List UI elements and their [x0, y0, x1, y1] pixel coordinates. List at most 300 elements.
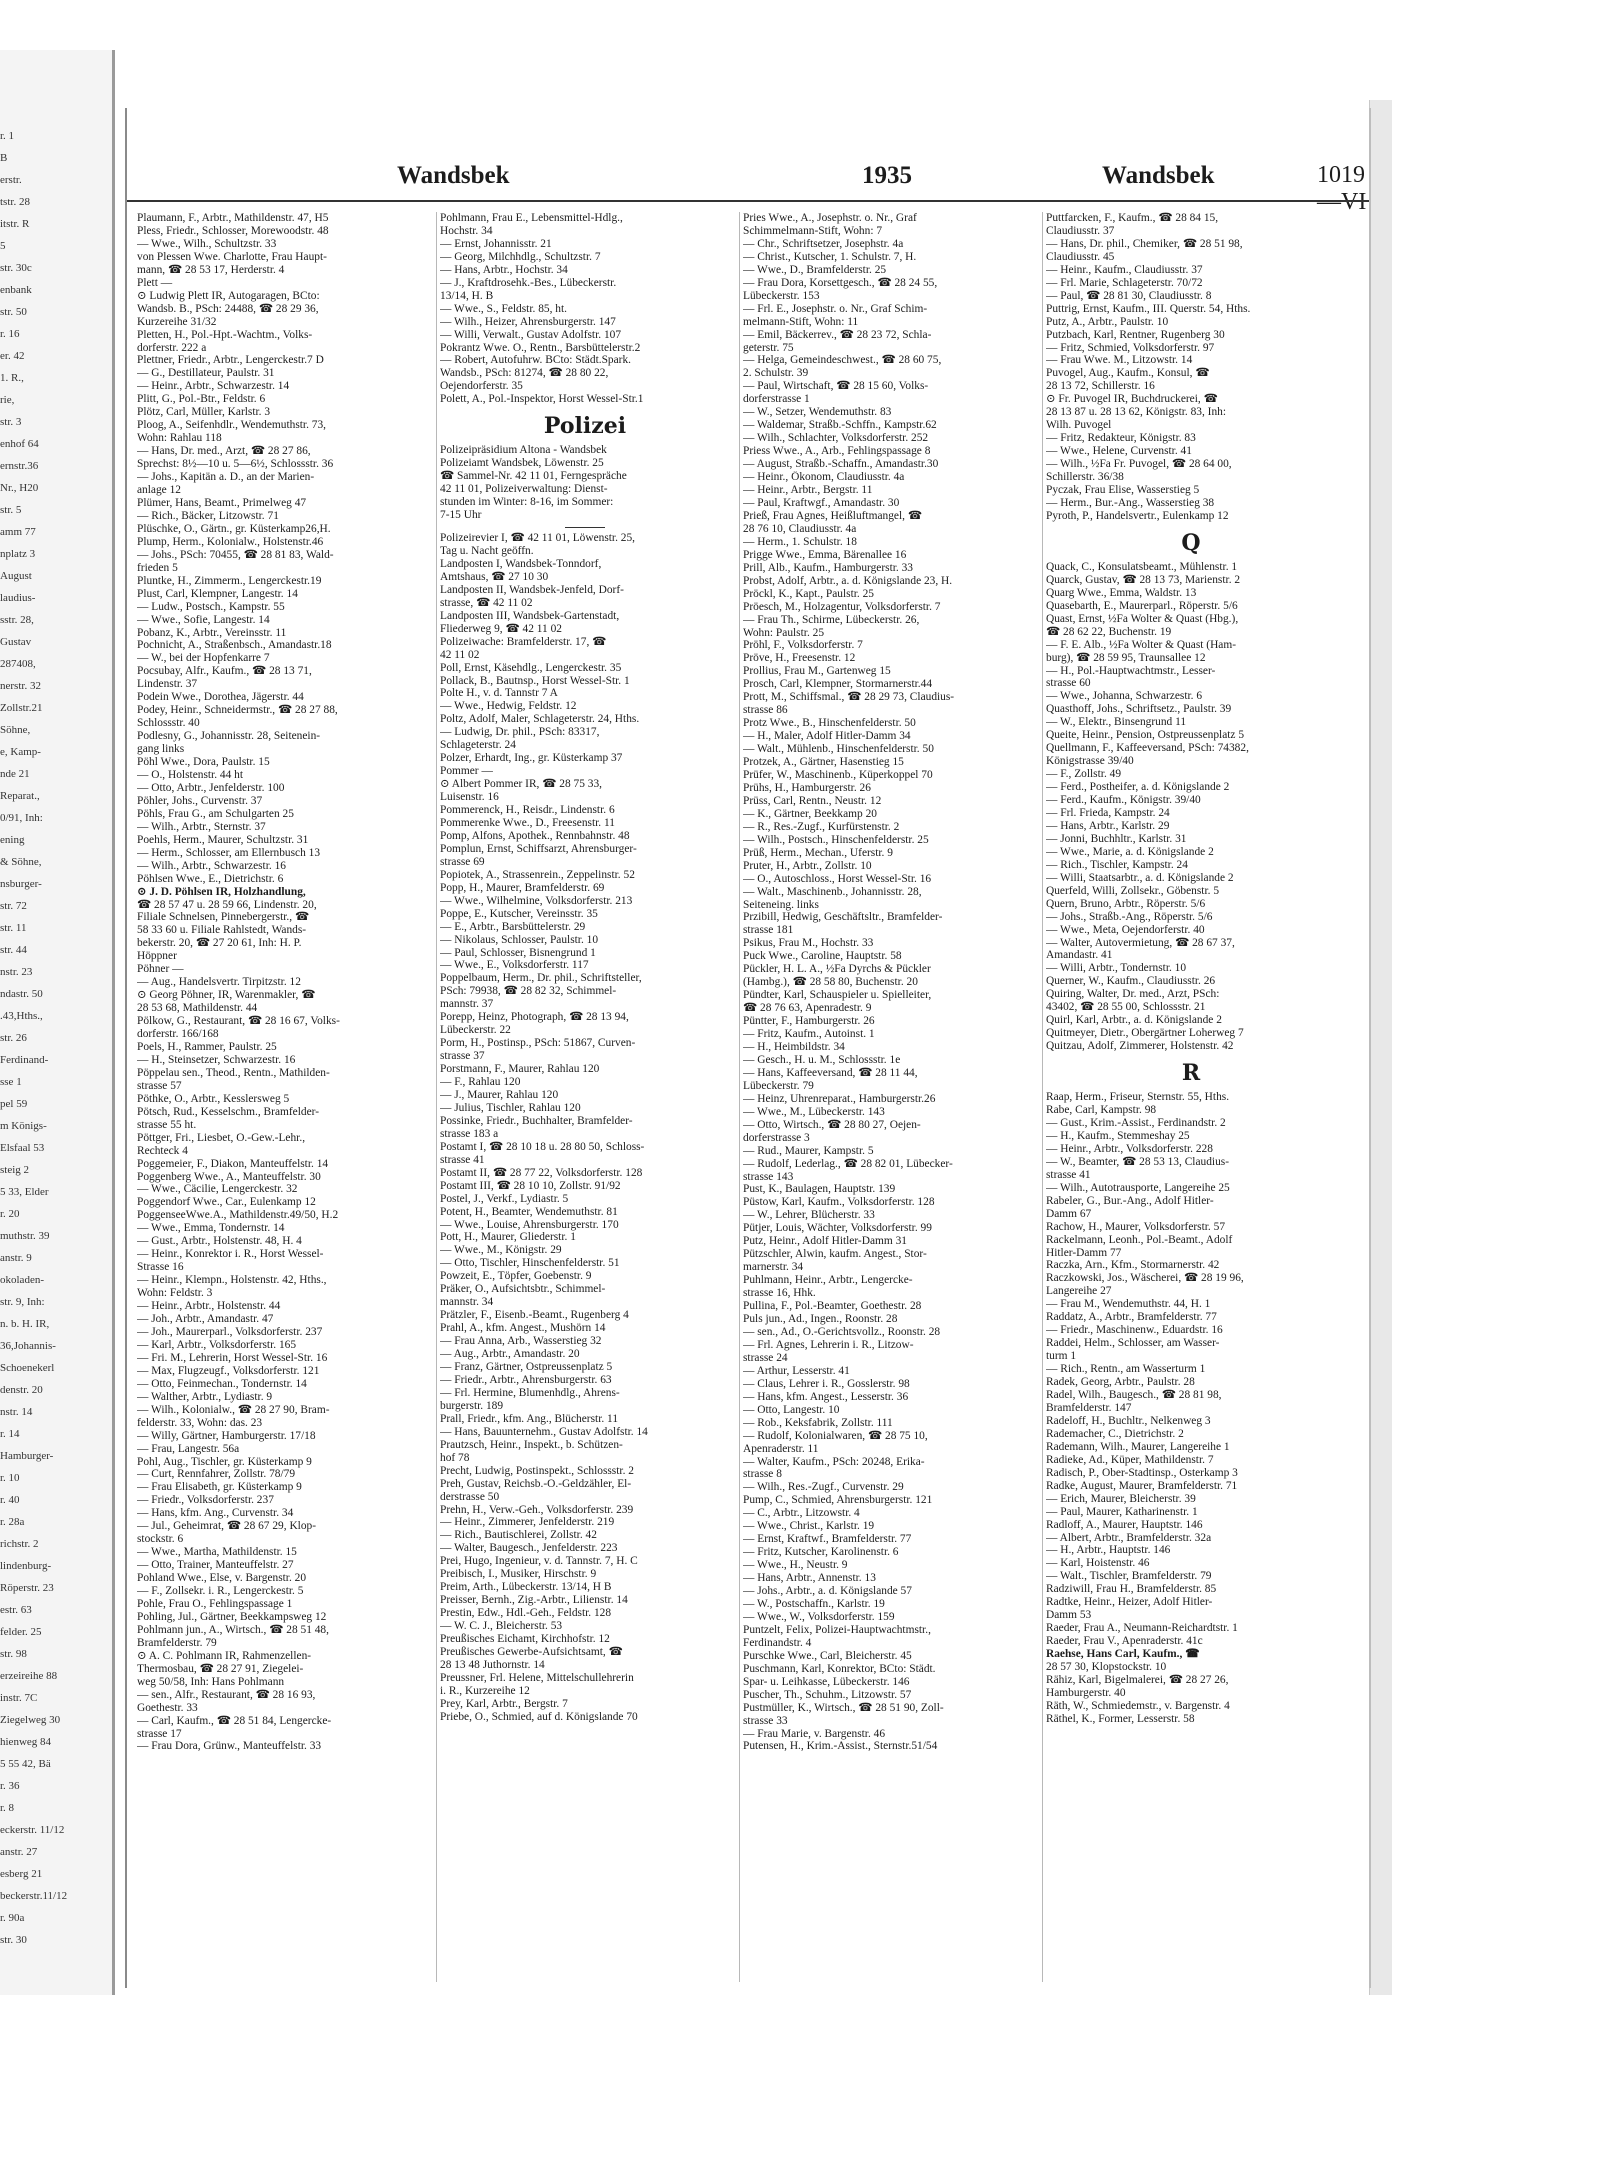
directory-entry: Goethestr. 33	[137, 1701, 198, 1714]
directory-entry: — Willi, Staatsarbtr., a. d. Königslande 2	[1046, 871, 1234, 884]
directory-entry: Prahl, A., kfm. Angest., Mushörn 14	[440, 1322, 606, 1335]
gutter-fragment: str. 98	[0, 1648, 27, 1660]
directory-entry: — Frl. Marie, Schlageterstr. 70/72	[1046, 276, 1203, 289]
directory-entry: Pustmüller, K., Wirtsch., ☎ 28 51 90, Zoll-	[743, 1701, 944, 1714]
directory-entry: — Wwe., S., Feldstr. 85, ht.	[440, 302, 567, 315]
directory-entry: — Walt., Maschinenb., Johannisstr. 28,	[743, 885, 922, 898]
directory-entry: Postamt II, ☎ 28 77 22, Volksdorferstr. 128	[440, 1166, 643, 1179]
gutter-fragment: muthstr. 39	[0, 1230, 50, 1242]
directory-entry: — Jonni, Buchhltr., Karlstr. 31	[1046, 832, 1187, 845]
directory-entry: — Heinr., Arbtr., Holstenstr. 44	[137, 1300, 281, 1313]
directory-entry: strasse 55 ht.	[137, 1118, 197, 1131]
directory-entry: Poehls, Herm., Maurer, Schultzstr. 31	[137, 833, 309, 846]
directory-entry: Polizeipräsidium Altona - Wandsbek	[440, 444, 607, 457]
directory-entry: Amtshaus, ☎ 27 10 30	[440, 570, 549, 583]
directory-entry: Rachow, H., Maurer, Volksdorferstr. 57	[1046, 1220, 1226, 1233]
directory-entry: Plett —	[137, 276, 173, 289]
directory-entry: Pröesch, M., Holzagentur, Volksdorferstr. 7	[743, 600, 941, 613]
directory-entry: Polett, A., Pol.-Inspektor, Horst Wessel-Str.1	[440, 393, 644, 406]
directory-entry: geterstr. 75	[743, 341, 794, 354]
directory-entry: — O., Holstenstr. 44 ht	[137, 768, 243, 781]
directory-entry: — Hans, kfm. Angest., Lesserstr. 36	[743, 1390, 909, 1403]
directory-entry: Preh, Gustav, Reichsb.-O.-Geldzähler, El-	[440, 1477, 632, 1490]
directory-entry: — Fritz, Schmied, Volksdorferstr. 97	[1046, 341, 1215, 354]
directory-entry: — Ludw., Postsch., Kampstr. 55	[137, 600, 285, 613]
directory-entry: Schillerstr. 36/38	[1046, 471, 1124, 484]
directory-entry: Schimmelmann-Stift, Wohn: 7	[743, 224, 883, 237]
directory-entry: Raddatz, A., Arbtr., Bramfelderstr. 77	[1046, 1311, 1217, 1324]
directory-entry: turm 1	[1046, 1350, 1077, 1363]
directory-entry: Prigge Wwe., Emma, Bärenallee 16	[743, 548, 907, 561]
column-3	[743, 212, 1033, 1982]
directory-entry: Pöppelau sen., Theod., Rentn., Mathilden-	[137, 1066, 330, 1079]
gutter-fragment: amm 77	[0, 526, 36, 538]
directory-entry: Damm 67	[1046, 1207, 1092, 1220]
section-heading: Q	[1181, 529, 1201, 556]
directory-entry: — Arthur, Lesserstr. 41	[743, 1364, 850, 1377]
directory-entry: burgerstr. 189	[440, 1399, 504, 1412]
directory-entry: Radziwill, Frau H., Bramfelderstr. 85	[1046, 1583, 1217, 1596]
header-year: 1935	[862, 162, 912, 189]
directory-columns	[137, 212, 1362, 1982]
directory-entry: — Albert, Arbtr., Bramfelderstr. 32a	[1046, 1531, 1212, 1544]
gutter-fragment: nstr. 14	[0, 1406, 33, 1418]
directory-entry: Poggenberg Wwe., A., Manteuffelstr. 30	[137, 1170, 321, 1183]
directory-entry: Porm, H., Postinsp., PSch: 51867, Curven-	[440, 1037, 636, 1050]
directory-entry: Radisch, P., Ober-Stadtinsp., Osterkamp 3	[1046, 1466, 1238, 1479]
directory-entry: Prüss, Carl, Rentn., Neustr. 12	[743, 794, 882, 807]
gutter-fragment: er. 42	[0, 350, 25, 362]
directory-entry: — Wwe., W., Volksdorferstr. 159	[743, 1610, 895, 1623]
directory-entry: — Paul, Kraftwgf., Amandastr. 30	[743, 496, 900, 509]
directory-entry: ⊙ A. C. Pohlmann IR, Rahmenzellen-	[137, 1649, 312, 1662]
gutter-fragment: anstr. 9	[0, 1252, 32, 1264]
directory-entry: strasse 37	[440, 1050, 485, 1063]
directory-entry: Raeder, Frau A., Neumann-Reichardtstr. 1	[1046, 1622, 1238, 1635]
section-heading: R	[1181, 1060, 1201, 1087]
directory-entry: Langereihe 27	[1046, 1285, 1112, 1298]
gutter-fragment: sse 1	[0, 1076, 22, 1088]
directory-entry: Ploog, A., Seifenhdlr., Wendemuthstr. 73,	[137, 419, 327, 432]
directory-entry: Prehn, H., Verw.-Geh., Volksdorferstr. 239	[440, 1503, 634, 1516]
directory-entry: ☎ 28 62 22, Buchenstr. 19	[1046, 625, 1172, 638]
directory-entry: 58 33 60 u. Filiale Rahlstedt, Wands-	[137, 924, 307, 937]
directory-entry: — Wwe., Hedwig, Feldstr. 12	[440, 700, 577, 713]
gutter-fragment: e, Kamp-	[0, 746, 41, 758]
directory-entry: Quirl, Karl, Arbtr., a. d. Königslande 2	[1046, 1014, 1222, 1027]
directory-entry: — Johs., Arbtr., a. d. Königslande 57	[743, 1585, 912, 1598]
directory-entry: Plümer, Hans, Beamt., Primelweg 47	[137, 496, 307, 509]
directory-entry: — E., Arbtr., Barsbüttelerstr. 29	[440, 920, 586, 933]
directory-entry: Rademacher, C., Dietrichstr. 2	[1046, 1427, 1184, 1440]
directory-entry: — G., Destillateur, Paulstr. 31	[137, 367, 275, 380]
directory-entry: — Ernst, Kraftwf., Bramfelderstr. 77	[743, 1533, 912, 1546]
directory-entry: Pöhls, Frau G., am Schulgarten 25	[137, 807, 294, 820]
gutter-fragment: ndastr. 50	[0, 988, 43, 1000]
directory-entry: Postamt I, ☎ 28 10 18 u. 28 80 50, Schloss-	[440, 1140, 645, 1153]
directory-entry: dorferstr. 222 a	[137, 341, 207, 354]
directory-entry: Thermosbau, ☎ 28 27 91, Ziegelei-	[137, 1662, 304, 1675]
directory-entry: Amandastr. 41	[1046, 949, 1113, 962]
gutter-fragment: erzeireihe 88	[0, 1670, 58, 1682]
directory-entry: Plettner, Friedr., Arbtr., Lengerckestr.7 D	[137, 354, 324, 367]
directory-entry: ⊙ Fr. Puvogel IR, Buchdruckerei, ☎	[1046, 393, 1218, 406]
directory-entry: (Hambg.), ☎ 28 58 80, Buchenstr. 20	[743, 976, 918, 989]
gutter-fragment: steig 2	[0, 1164, 30, 1176]
directory-entry: strasse 60	[1046, 677, 1091, 690]
directory-entry: — Wwe., Wilh., Schultzstr. 33	[137, 237, 277, 250]
directory-entry: Apenraderstr. 11	[743, 1442, 819, 1455]
directory-entry: — W., Elektr., Binsengrund 11	[1046, 716, 1187, 729]
directory-entry: — Gesch., H. u. M., Schlossstr. 1e	[743, 1053, 901, 1066]
directory-entry: Pyczak, Frau Elise, Wasserstieg 5	[1046, 484, 1200, 497]
directory-entry: Bramfelderstr. 147	[1046, 1401, 1132, 1414]
gutter-fragment: enhof 64	[0, 438, 39, 450]
gutter-fragment: tstr. 28	[0, 196, 30, 208]
directory-entry: — Paul, Maurer, Katharinenstr. 1	[1046, 1505, 1198, 1518]
directory-entry: — O., Autoschloss., Horst Wessel-Str. 16	[743, 872, 932, 885]
directory-entry: Putzbach, Karl, Rentner, Rugenberg 30	[1046, 328, 1225, 341]
column-2	[440, 212, 730, 1982]
directory-entry: Pruter, H., Arbtr., Zollstr. 10	[743, 859, 872, 872]
directory-entry: Plötz, Carl, Müller, Karlstr. 3	[137, 406, 271, 419]
gutter-fragment: str. 30	[0, 1934, 27, 1946]
directory-entry: — J., Kraftdrosehk.-Bes., Lübeckerstr.	[440, 276, 617, 289]
directory-entry: — Willy, Gärtner, Hamburgerstr. 17/18	[137, 1429, 316, 1442]
directory-entry: mannstr. 37	[440, 998, 494, 1011]
directory-entry: Raczkowski, Jos., Wäscherei, ☎ 28 19 96,	[1046, 1272, 1244, 1285]
directory-entry: — Hans, Arbtr., Annenstr. 13	[743, 1572, 876, 1585]
directory-entry: Puntzelt, Felix, Polizei-Hauptwachtmstr.,	[743, 1623, 931, 1636]
directory-entry: Pötsch, Rud., Kesselschm., Bramfelder-	[137, 1105, 319, 1118]
directory-entry: Puscher, Th., Schuhm., Litzowstr. 57	[743, 1688, 912, 1701]
gutter-fragment: 1. R.,	[0, 372, 24, 384]
directory-entry: — Chr., Schriftsetzer, Josephstr. 4a	[743, 237, 904, 250]
directory-entry: — Rich., Bautischlerei, Zollstr. 42	[440, 1529, 597, 1542]
directory-entry: 28 57 30, Klopstockstr. 10	[1046, 1661, 1167, 1674]
gutter-fragment: itstr. R	[0, 218, 30, 230]
directory-entry: — W., bei der Hopfenkarre 7	[137, 652, 270, 665]
directory-entry: Radtke, Heinr., Heizer, Adolf Hitler-	[1046, 1596, 1213, 1609]
directory-entry: Pommer —	[440, 765, 493, 778]
directory-entry: — Rudolf, Lederlag., ☎ 28 82 01, Lübecker-	[743, 1157, 953, 1170]
directory-entry: Radieke, Ad., Küper, Mathildenstr. 7	[1046, 1453, 1214, 1466]
directory-entry: — Wilh., Heizer, Ahrensburgerstr. 147	[440, 315, 616, 328]
gutter-fragment: Schoenekerl	[0, 1362, 55, 1374]
directory-entry: — Claus, Lehrer i. R., Gosslerstr. 98	[743, 1377, 910, 1390]
directory-entry: Poppe, E., Kutscher, Vereinsstr. 35	[440, 907, 598, 920]
directory-entry: Pommerenke Wwe., D., Freesenstr. 11	[440, 816, 615, 829]
directory-entry: — W. C. J., Bleicherstr. 53	[440, 1620, 563, 1633]
directory-entry: ☎ 28 76 63, Apenradestr. 9	[743, 1002, 872, 1015]
gutter-fragment: lindenburg-	[0, 1560, 52, 1572]
directory-entry: Pohlmann, Frau E., Lebensmittel-Hdlg.,	[440, 212, 623, 224]
directory-entry: Plitt, G., Pol.-Btr., Feldstr. 6	[137, 393, 266, 406]
directory-entry: Preisser, Bernh., Zig.-Arbtr., Lilienstr. 14	[440, 1594, 628, 1607]
directory-entry: Pützschler, Alwin, kaufm. Angest., Stor-	[743, 1248, 927, 1261]
gutter-fragment: & Söhne,	[0, 856, 42, 868]
directory-entry: strasse 41	[1046, 1168, 1091, 1181]
directory-entry: — Wwe., Cäcilie, Lengerckestr. 32	[137, 1183, 298, 1196]
directory-entry: — Fritz, Redakteur, Königstr. 83	[1046, 432, 1196, 445]
directory-entry: Prott, M., Schiffsmal., ☎ 28 29 73, Claudius-	[743, 691, 955, 704]
directory-entry: — Wwe., Helene, Curvenstr. 41	[1046, 445, 1192, 458]
directory-entry: Radek, Georg, Arbtr., Paulstr. 28	[1046, 1376, 1195, 1389]
directory-entry: — Christ., Kutscher, 1. Schulstr. 7, H.	[743, 250, 917, 263]
directory-entry: Poll, Ernst, Käsehdlg., Lengerckestr. 35	[440, 661, 622, 674]
directory-entry: Pless, Friedr., Schlosser, Morewoodstr. 48	[137, 224, 329, 237]
directory-entry: — Heinz, Uhrenreparat., Hamburgerstr.26	[743, 1092, 936, 1105]
header-rule	[127, 200, 1369, 202]
directory-entry: 42 11 01, Polizeiverwaltung: Dienst-	[440, 483, 608, 496]
directory-entry: dorferstrasse 1	[743, 393, 810, 406]
directory-entry: Poggemeier, F., Diakon, Manteuffelstr. 14	[137, 1157, 329, 1170]
directory-entry: Prosch, Carl, Klempner, Stormarnerstr.44	[743, 678, 933, 691]
directory-entry: stockstr. 6	[137, 1533, 184, 1546]
directory-entry: Hamburgerstr. 40	[1046, 1686, 1126, 1699]
directory-entry: Höppner	[137, 950, 177, 963]
directory-entry: Putz, Heinr., Adolf Hitler-Damm 31	[743, 1235, 907, 1248]
directory-entry: Puls jun., Ad., Ingen., Roonstr. 28	[743, 1313, 898, 1326]
directory-entry: — Wilh., Postsch., Hinschenfelderstr. 25	[743, 833, 929, 846]
directory-entry: gang links	[137, 743, 185, 756]
directory-entry: Lübeckerstr. 22	[440, 1024, 511, 1037]
directory-entry: — Herm., Bur.-Ang., Wasserstieg 38	[1046, 496, 1215, 509]
directory-entry: Pöhler, Johs., Curvenstr. 37	[137, 794, 263, 807]
directory-entry: Radeloff, H., Buchltr., Nelkenweg 3	[1046, 1414, 1211, 1427]
directory-entry: — Ferd., Kaufm., Königstr. 39/40	[1046, 794, 1201, 807]
directory-entry: — Wilh., Kolonialw., ☎ 28 27 90, Bram-	[137, 1403, 330, 1416]
directory-entry: Pyroth, P., Handelsvertr., Eulenkamp 12	[1046, 509, 1229, 522]
directory-entry: Kurzereihe 31/32	[137, 315, 217, 328]
directory-entry: Sprechst: 8½—10 u. 5—6½, Schlossstr. 36	[137, 458, 334, 471]
directory-entry: — Wwe., Meta, Oejendorferstr. 40	[1046, 923, 1205, 936]
directory-entry: — Friedr., Arbtr., Ahrensburgerstr. 63	[440, 1373, 612, 1386]
directory-entry: — Willi, Verwalt., Gustav Adolfstr. 107	[440, 328, 622, 341]
directory-entry: strasse 41	[440, 1153, 485, 1166]
directory-entry: — Herm., 1. Schulstr. 18	[743, 535, 857, 548]
directory-entry: — Wilh., Arbtr., Schwarzestr. 16	[137, 859, 286, 872]
directory-entry: — W., Setzer, Wendemuthstr. 83	[743, 406, 892, 419]
directory-entry: Pohl, Aug., Tischler, gr. Küsterkamp 9	[137, 1455, 312, 1468]
directory-entry: — F., Zollsekr. i. R., Lengerckestr. 5	[137, 1585, 304, 1598]
directory-entry: 28 76 10, Claudiusstr. 4a	[743, 522, 857, 535]
gutter-fragment: nerstr. 32	[0, 680, 41, 692]
directory-entry: Pöhner —	[137, 963, 184, 976]
directory-entry: Pohlmann jun., A., Wirtsch., ☎ 28 51 48,	[137, 1623, 329, 1636]
directory-entry: Pobanz, K., Arbtr., Vereinsstr. 11	[137, 626, 287, 639]
directory-entry: — Wwe., H., Neustr. 9	[743, 1559, 848, 1572]
directory-entry: — Wwe., Louise, Ahrensburgerstr. 170	[440, 1218, 619, 1231]
directory-entry: Preim, Arth., Lübeckerstr. 13/14, H B	[440, 1581, 612, 1594]
directory-entry: Puck Wwe., Caroline, Hauptstr. 58	[743, 950, 902, 963]
directory-entry: — Rudolf, Kolonialwaren, ☎ 28 75 10,	[743, 1429, 928, 1442]
directory-entry: strasse, ☎ 42 11 02	[440, 596, 533, 609]
directory-entry: ⊙ J. D. Pöhlsen IR, Holzhandlung,	[137, 885, 306, 898]
gutter-fragment: r. 20	[0, 1208, 20, 1220]
gutter-fragment: r. 28a	[0, 1516, 25, 1528]
directory-entry: Protz Wwe., B., Hinschenfelderstr. 50	[743, 717, 916, 730]
directory-entry: — Fritz, Kaufm., Autoinst. 1	[743, 1028, 875, 1041]
directory-entry: Pröhl, F., Volksdorferstr. 7	[743, 639, 863, 652]
directory-entry: 28 53 68, Mathildenstr. 44	[137, 1002, 258, 1015]
directory-entry: Landposten III, Wandsbek-Gartenstadt,	[440, 609, 620, 622]
gutter-fragment: erstr.	[0, 174, 22, 186]
directory-entry: — Hans, Dr. phil., Chemiker, ☎ 28 51 98,	[1046, 237, 1243, 250]
directory-entry: — Frau, Langestr. 56a	[137, 1442, 240, 1455]
directory-entry: — J., Maurer, Rahlau 120	[440, 1089, 559, 1101]
directory-entry: Radke, August, Maurer, Bramfelderstr. 71	[1046, 1479, 1238, 1492]
directory-entry: strasse 17	[137, 1727, 182, 1740]
column-1	[137, 212, 427, 1982]
directory-entry: Pott, H., Maurer, Gliederstr. 1	[440, 1231, 576, 1244]
column-4	[1046, 212, 1336, 1982]
gutter-fragment: instr. 7C	[0, 1692, 38, 1704]
directory-entry: Raehse, Hans Carl, Kaufm., ☎	[1046, 1648, 1200, 1661]
directory-entry: Poltz, Adolf, Maler, Schlageterstr. 24, Hths.	[440, 713, 640, 726]
directory-entry: Wandsb., PSch: 81274, ☎ 28 80 22,	[440, 367, 609, 380]
directory-entry: Quitzau, Adolf, Zimmerer, Holstenstr. 42	[1046, 1040, 1234, 1053]
directory-entry: Lübeckerstr. 153	[743, 289, 820, 302]
directory-entry: — Heinr., Ökonom, Claudiusstr. 4a	[743, 471, 905, 484]
directory-entry: — Fri. M., Lehrerin, Horst Wessel-Str. 16	[137, 1351, 328, 1364]
directory-entry: — Paul, ☎ 28 81 30, Claudiusstr. 8	[1046, 289, 1212, 302]
directory-entry: Popiotek, A., Strassenrein., Zeppelinstr. 52	[440, 868, 635, 881]
directory-entry: strasse 57	[137, 1079, 182, 1092]
directory-entry: frieden 5	[137, 561, 178, 574]
directory-entry: Quellmann, F., Kaffeeversand, PSch: 74382,	[1046, 742, 1249, 755]
directory-entry: Polizeiwache: Bramfelderstr. 17, ☎	[440, 635, 607, 648]
gutter-fragment: August	[0, 570, 32, 582]
directory-entry: Pletten, H., Pol.-Hpt.-Wachtm., Volks-	[137, 328, 313, 341]
directory-entry: Prey, Karl, Arbtr., Bergstr. 7	[440, 1697, 568, 1710]
directory-entry: Pullina, F., Pol.-Beamter, Goethestr. 28	[743, 1300, 922, 1313]
directory-entry: Preußisches Gewerbe-Aufsichtsamt, ☎	[440, 1645, 623, 1658]
directory-entry: Puhlmann, Heinr., Arbtr., Lengercke-	[743, 1274, 913, 1287]
directory-entry: Poels, H., Rammer, Paulstr. 25	[137, 1041, 277, 1053]
directory-entry: — Frl. Frieda, Kampstr. 24	[1046, 806, 1170, 819]
gutter-fragment: Söhne,	[0, 724, 31, 736]
gutter-fragment: r. 8	[0, 1802, 15, 1814]
directory-entry: Lübeckerstr. 79	[743, 1079, 814, 1092]
directory-entry: — H., Kaufm., Stemmeshay 25	[1046, 1129, 1190, 1142]
gutter-fragment: beckerstr.11/12	[0, 1890, 68, 1902]
directory-entry: — Julius, Tischler, Rahlau 120	[440, 1101, 581, 1114]
directory-entry: Querfeld, Willi, Zollsekr., Göbenstr. 5	[1046, 884, 1220, 897]
directory-entry: Rabe, Carl, Kampstr. 98	[1046, 1104, 1157, 1117]
directory-entry: Filiale Schnelsen, Pinnebergerstr., ☎	[137, 911, 310, 924]
directory-entry: Wohn: Feldstr. 3	[137, 1287, 213, 1300]
directory-entry: — F. E. Alb., ½Fa Wolter & Quast (Ham-	[1046, 638, 1237, 651]
directory-entry: dorferstr. 166/168	[137, 1028, 219, 1041]
gutter-fragment: 36,Johannis-	[0, 1340, 56, 1352]
directory-entry: — Georg, Milchhdlg., Schultzstr. 7	[440, 250, 601, 263]
directory-entry: mann, ☎ 28 53 17, Herderstr. 4	[137, 263, 285, 276]
directory-entry: — Aug., Handelsvertr. Tirpitzstr. 12	[137, 976, 301, 989]
directory-entry: Puschmann, Karl, Konrektor, BCto: Städt.	[743, 1662, 936, 1675]
directory-entry: Räthel, K., Former, Lesserstr. 58	[1046, 1712, 1195, 1725]
gutter-fragment: esberg 21	[0, 1868, 43, 1880]
directory-entry: Potent, H., Beamter, Wendemuthstr. 81	[440, 1205, 618, 1218]
directory-entry: — Walt., Tischler, Bramfelderstr. 79	[1046, 1570, 1212, 1583]
directory-entry: 42 11 02	[440, 648, 480, 661]
directory-entry: — Walter, Kaufm., PSch: 20248, Erika-	[743, 1455, 925, 1468]
directory-entry: Pöthke, O., Arbtr., Kesslersweg 5	[137, 1092, 290, 1105]
gutter-fragment: Ferdinand-	[0, 1054, 49, 1066]
directory-entry: Priess Wwe., A., Arb., Fehlingspassage 8	[743, 445, 931, 458]
gutter-fragment: r. 1	[0, 130, 15, 142]
directory-entry: — Aug., Arbtr., Amandastr. 20	[440, 1348, 580, 1361]
directory-entry: Quarck, Gustav, ☎ 28 13 73, Marienstr. 2	[1046, 573, 1241, 586]
gutter-fragment: str. 72	[0, 900, 27, 912]
directory-entry: Puttfarcken, F., Kaufm., ☎ 28 84 15,	[1046, 212, 1219, 224]
directory-entry: Preibisch, I., Musiker, Hirschstr. 9	[440, 1568, 597, 1581]
directory-entry: Fliederweg 9, ☎ 42 11 02	[440, 622, 562, 635]
directory-entry: Pohling, Jul., Gärtner, Beekkampsweg 12	[137, 1610, 327, 1623]
directory-entry: 28 13 48 Juthornstr. 14	[440, 1658, 545, 1671]
directory-page	[125, 108, 1371, 1988]
directory-entry: — Wwe., M., Lübeckerstr. 143	[743, 1105, 885, 1118]
directory-entry: Pust, K., Baulagen, Hauptstr. 139	[743, 1183, 896, 1196]
directory-entry: — Robert, Autofuhrw. BCto: Städt.Spark.	[440, 354, 631, 367]
directory-entry: — Franz, Gärtner, Ostpreussenplatz 5	[440, 1361, 613, 1374]
directory-entry: Purschke Wwe., Carl, Bleicherstr. 45	[743, 1649, 912, 1662]
directory-entry: Hitler-Damm 77	[1046, 1246, 1122, 1259]
directory-entry: Radel, Wilh., Baugesch., ☎ 28 81 98,	[1046, 1389, 1222, 1402]
directory-entry: — August, Straßb.-Schaffn., Amandastr.30	[743, 458, 939, 471]
directory-entry: — K., Gärtner, Beekkamp 20	[743, 807, 877, 820]
directory-entry: — Heinr., Kaufm., Claudiusstr. 37	[1046, 263, 1203, 276]
directory-entry: — sen., Alfr., Restaurant, ☎ 28 16 93,	[137, 1688, 316, 1701]
gutter-fragment: rie,	[0, 394, 15, 406]
directory-entry: Rackelmann, Leonh., Pol.-Beamt., Adolf	[1046, 1233, 1233, 1246]
directory-entry: — Wwe., Johanna, Schwarzestr. 6	[1046, 690, 1203, 703]
directory-entry: — Hans, Bauunternehm., Gustav Adolfstr. 14	[440, 1425, 648, 1438]
gutter-fragment: .43,Hths.,	[0, 1010, 43, 1022]
directory-entry: strasse 181	[743, 924, 794, 937]
gutter-fragment: str. 11	[0, 922, 27, 934]
directory-entry: Preussner, Frl. Helene, Mittelschullehrerin	[440, 1671, 634, 1684]
directory-entry: — R., Res.-Zugf., Kurfürstenstr. 2	[743, 820, 900, 833]
directory-entry: strasse 8	[743, 1468, 782, 1481]
column-divider	[739, 212, 740, 1982]
directory-entry: — Hans, Kaffeeversand, ☎ 28 11 44,	[743, 1066, 918, 1079]
directory-entry: Rabeler, G., Bur.-Ang., Adolf Hitler-	[1046, 1194, 1214, 1207]
directory-entry: — Otto, Feinmechan., Tondernstr. 14	[137, 1377, 307, 1390]
directory-entry: dorferstrasse 3	[743, 1131, 810, 1144]
directory-entry: — Wwe., M., Königstr. 29	[440, 1244, 562, 1257]
directory-entry: — Heinr., Arbtr., Bergstr. 11	[743, 484, 873, 497]
directory-entry: i. R., Kurzereihe 12	[440, 1684, 530, 1697]
directory-entry: Ferdinandstr. 4	[743, 1636, 812, 1649]
directory-entry: Pröve, H., Freesenstr. 12	[743, 652, 856, 665]
directory-entry: Raczka, Arn., Kfm., Stormarnerstr. 42	[1046, 1259, 1220, 1272]
directory-entry: — Friedr., Volksdorferstr. 237	[137, 1494, 274, 1507]
directory-entry: — Paul, Wirtschaft, ☎ 28 15 60, Volks-	[743, 380, 929, 393]
gutter-fragment: r. 40	[0, 1494, 20, 1506]
directory-entry: Pückler, H. L. A., ½Fa Dyrchs & Pückler	[743, 963, 931, 976]
gutter-fragment: Ziegelweg 30	[0, 1714, 61, 1726]
directory-entry: felderstr. 33, Wohn: das. 23	[137, 1416, 263, 1429]
previous-page-edge	[0, 50, 115, 1995]
directory-entry: strasse 69	[440, 855, 485, 868]
directory-entry: — Walt., Mühlenb., Hinschenfelderstr. 50	[743, 743, 934, 756]
directory-entry: Puttrig, Ernst, Kaufm., III. Querstr. 54, Hths.	[1046, 302, 1251, 315]
directory-entry: stunden im Winter: 8-16, im Sommer:	[440, 496, 614, 509]
directory-entry: Pump, C., Schmied, Ahrensburgerstr. 121	[743, 1494, 933, 1507]
gutter-fragment: r. 14	[0, 1428, 20, 1440]
gutter-fragment: denstr. 20	[0, 1384, 43, 1396]
